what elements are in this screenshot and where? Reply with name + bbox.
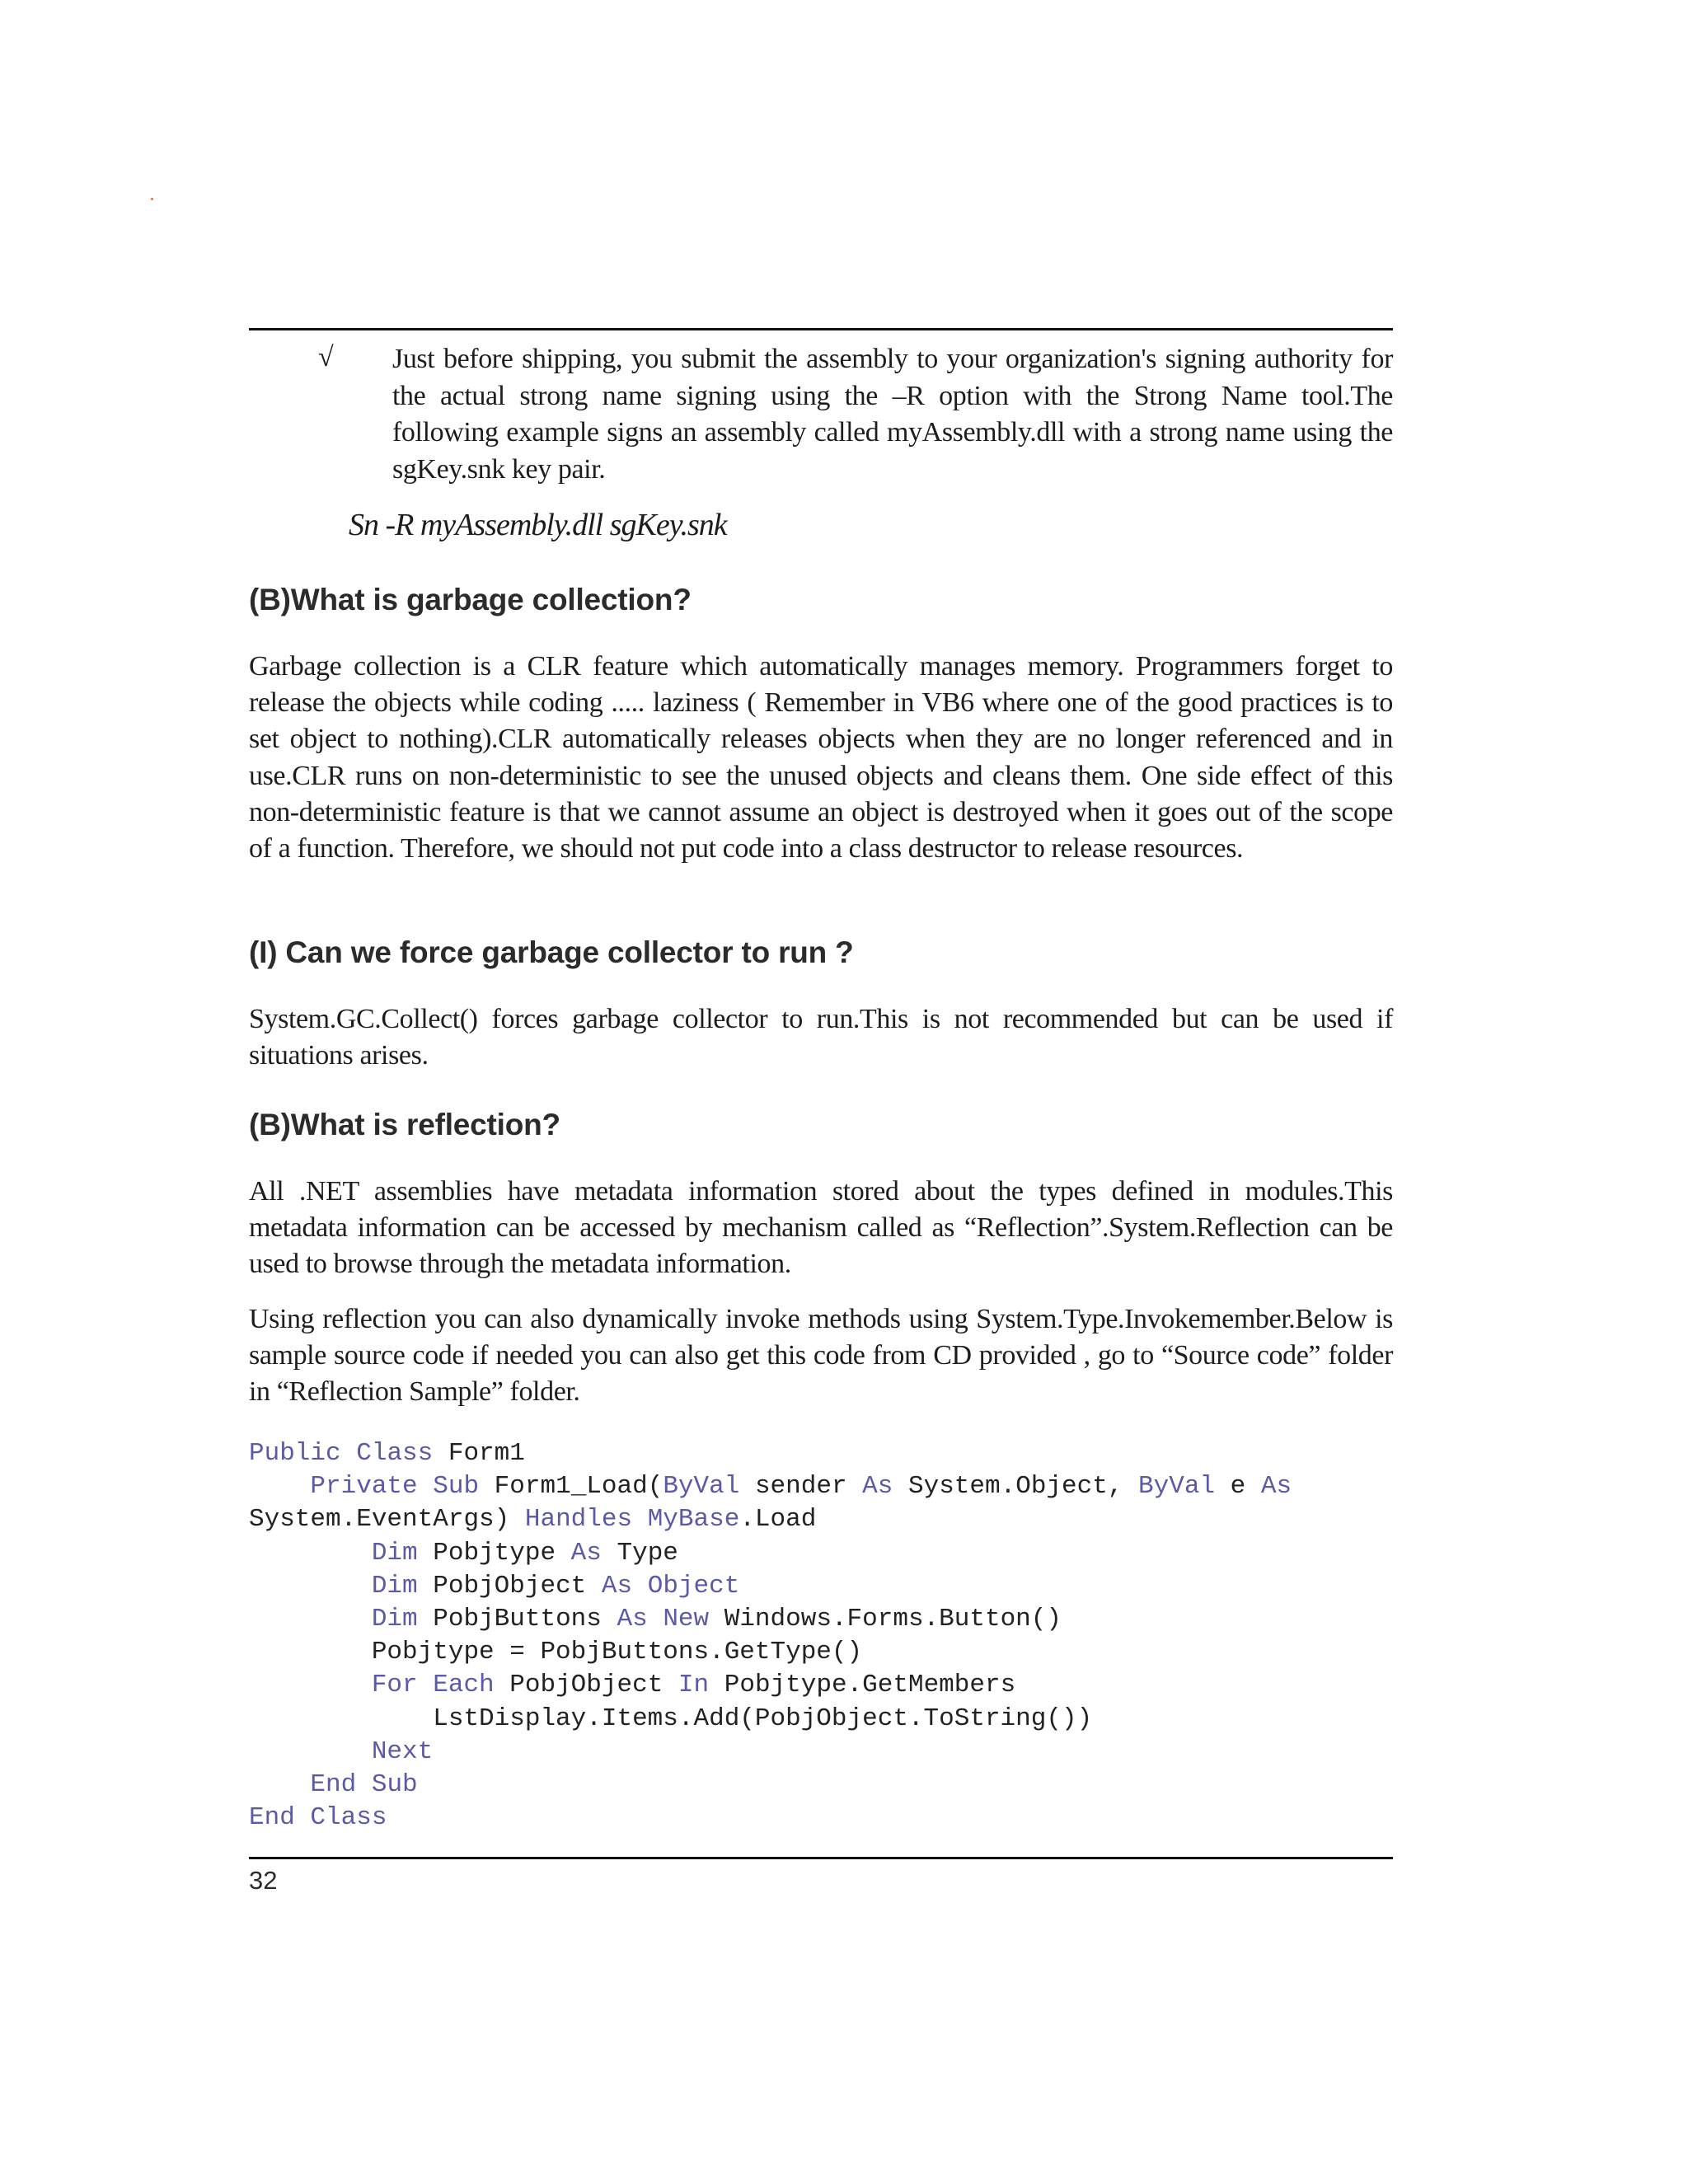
code-text: Type [601, 1538, 678, 1568]
paragraph-reflection-2: Using reflection you can also dynamically invoke methods using System.Type.Invokemember.Below is sample source code if needed you can also get this code from CD provided , go to “Source code” folder in “Reflection Sample” folder. [249, 1304, 1393, 1408]
code-text [249, 1605, 372, 1633]
checkmark-bullet-icon: √ [318, 342, 334, 373]
code-text [249, 1737, 372, 1766]
code-keyword: In [678, 1671, 710, 1700]
footer-rule [249, 1857, 1393, 1859]
code-text: .Load [739, 1505, 817, 1535]
code-text: Windows.Forms.Button() [709, 1605, 1062, 1634]
header-rule [249, 328, 1393, 330]
code-line [249, 1638, 862, 1666]
code-keyword: End [249, 1803, 295, 1833]
code-text: Pobjtype [417, 1538, 571, 1568]
code-line [249, 1737, 433, 1766]
code-line [249, 1671, 1015, 1699]
code-text: Form1_Load( [479, 1472, 663, 1502]
code-keyword: Dim [371, 1571, 418, 1601]
code-keyword: As [617, 1605, 648, 1634]
heading-reflection: (B)What is reflection? [249, 1108, 560, 1141]
code-keyword: For [371, 1671, 418, 1700]
code-keyword: ByVal [1138, 1472, 1216, 1502]
code-listing [249, 1437, 1292, 1835]
code-text: Pobjtype.GetMembers [709, 1671, 1016, 1700]
code-line [249, 1439, 525, 1468]
paragraph-force-gc: System.GC.Collect() forces garbage collector to run.This is not recommended but can be used if situations arises. [249, 1004, 1393, 1071]
code-keyword: Private [310, 1472, 418, 1502]
code-line [249, 1572, 739, 1601]
code-line [249, 1803, 387, 1832]
code-text [341, 1439, 357, 1468]
code-text [356, 1770, 372, 1799]
code-keyword: As [570, 1538, 602, 1568]
command-example: Sn -R myAssembly.dll sgKey.snk [349, 508, 727, 542]
code-text: PobjObject [494, 1671, 678, 1700]
code-text: System.EventArgs) [249, 1505, 525, 1535]
code-text [418, 1671, 434, 1699]
code-keyword: MyBase [647, 1505, 740, 1535]
heading-garbage-collection: (B)What is garbage collection? [249, 583, 692, 616]
code-keyword: New [663, 1605, 710, 1634]
bullet-paragraph: Just before shipping, you submit the assembly to your organization's signing authority for the actual strong name signing using the –R option with the Strong Name tool.The following example signs an assembly called myAssembly.dll with a strong name using the sgKey.snk key pair. [392, 344, 1393, 485]
code-text [249, 1770, 310, 1799]
code-text: Form1 [433, 1439, 525, 1468]
code-text: Pobjtype = PobjButtons.GetType() [249, 1638, 863, 1667]
code-keyword: Next [371, 1736, 434, 1766]
code-text [249, 1539, 372, 1568]
code-keyword: Sub [371, 1770, 418, 1800]
code-line [249, 1539, 678, 1568]
code-line [249, 1505, 816, 1534]
code-keyword: Public [249, 1439, 341, 1468]
code-text [295, 1803, 311, 1832]
code-text: LstDisplay.Items.Add(PobjObject.ToString()) [249, 1704, 1093, 1733]
code-text [632, 1572, 648, 1601]
code-keyword: Object [647, 1571, 740, 1601]
paragraph-garbage-collection: Garbage collection is a CLR feature which automatically manages memory. Programmers forget to release the objects while coding ..... laziness ( Remember in VB6 where one of the good practices is to set object to nothing).CLR automatically releases objects when they are no longer referenced and in use.CLR runs on non-deterministic to see the unused objects and cleans them. One side effect of this non-deterministic feature is that we cannot assume an object is destroyed when it goes out of the scope of a function. Therefore, we should not put code into a class destructor to release resources. [249, 651, 1393, 865]
code-line [249, 1770, 418, 1799]
page-number: 32 [249, 1866, 278, 1895]
code-keyword: As [862, 1472, 893, 1502]
code-keyword: Each [433, 1671, 495, 1700]
code-keyword: Class [310, 1803, 387, 1833]
code-keyword: As [1260, 1472, 1292, 1502]
code-keyword: As [601, 1571, 633, 1601]
code-line [249, 1472, 1292, 1501]
code-text [648, 1605, 663, 1633]
code-keyword: Handles [524, 1505, 633, 1535]
code-text: System.Object, [893, 1472, 1139, 1502]
code-keyword: ByVal [663, 1472, 740, 1502]
code-keyword: Class [356, 1439, 434, 1468]
code-keyword: Dim [371, 1605, 418, 1634]
code-text [418, 1472, 434, 1501]
code-text: e [1215, 1472, 1261, 1502]
stray-mark [151, 198, 153, 200]
code-text [249, 1671, 372, 1699]
code-text: PobjButtons [417, 1605, 617, 1634]
heading-force-gc: (I) Can we force garbage collector to run ? [249, 935, 854, 969]
code-keyword: End [310, 1770, 357, 1800]
code-text: PobjObject [417, 1571, 602, 1601]
paragraph-reflection-1: All .NET assemblies have metadata information stored about the types defined in modules.This metadata information can be accessed by mechanism called as “Reflection”.System.Reflection can be used to browse through the metadata information. [249, 1176, 1393, 1280]
code-text: sender [739, 1472, 863, 1502]
code-text [632, 1505, 648, 1534]
code-line [249, 1605, 1062, 1633]
code-text [249, 1572, 372, 1601]
code-keyword: Sub [433, 1472, 480, 1502]
code-keyword: Dim [371, 1538, 418, 1568]
code-text [249, 1472, 310, 1501]
code-line [249, 1704, 1092, 1733]
